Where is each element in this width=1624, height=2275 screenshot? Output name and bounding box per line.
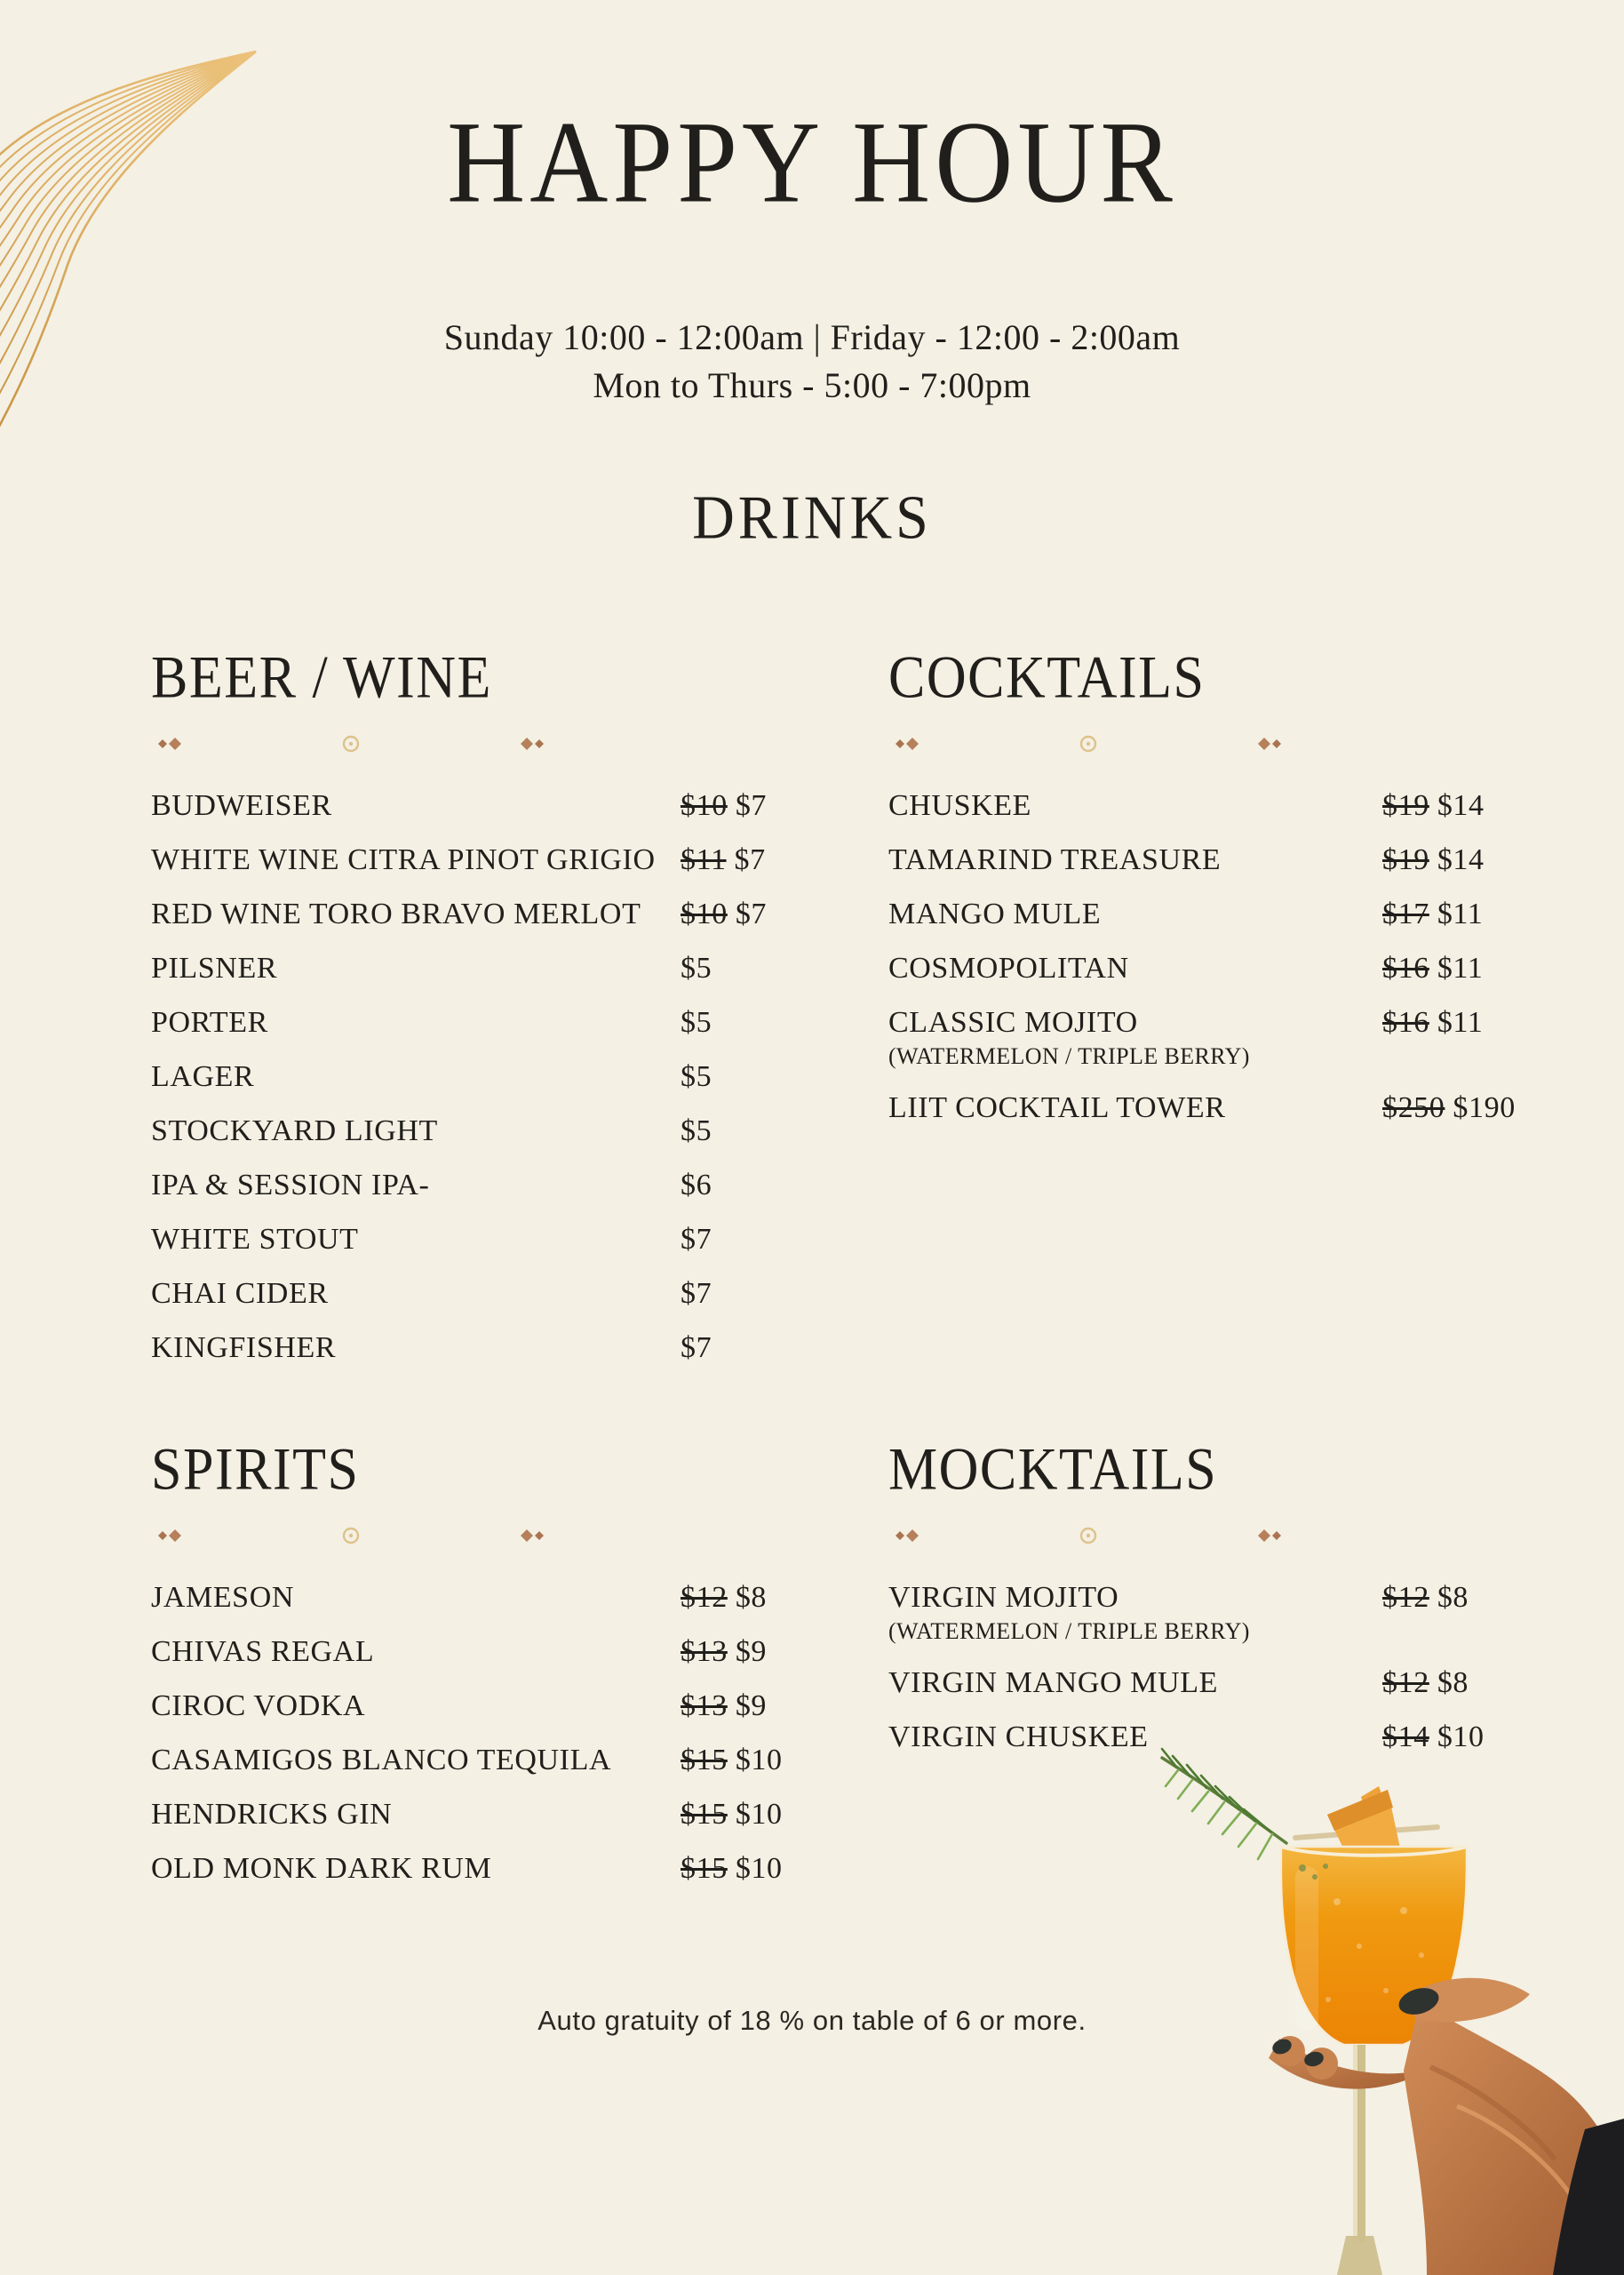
- item-old-price: $14: [1382, 1720, 1429, 1753]
- section-title: SPIRITS: [151, 1435, 360, 1503]
- item-old-price: $19: [1382, 788, 1429, 822]
- menu-item-row: [151, 1690, 791, 1722]
- item-price-cell: [681, 844, 791, 876]
- item-price: $10: [735, 1797, 783, 1831]
- menu-section: [151, 643, 791, 1386]
- item-price: $7: [735, 897, 768, 930]
- menu-item-row: [151, 1278, 791, 1310]
- item-price-cell: [681, 1169, 791, 1201]
- item-price: $7: [681, 1330, 712, 1364]
- item-price: $9: [735, 1634, 768, 1668]
- schedule-line-2: Mon to Thurs - 5:00 - 7:00pm: [593, 364, 1031, 405]
- item-old-price: $15: [681, 1851, 728, 1885]
- section-items: [888, 790, 1546, 1124]
- item-price-cell: [681, 1278, 791, 1310]
- menu-item-row: [151, 953, 791, 985]
- item-name: KINGFISHER: [151, 1330, 337, 1364]
- item-price-cell: [681, 1061, 791, 1093]
- item-name: VIRGIN MANGO MULE: [888, 1665, 1218, 1699]
- menu-item-row: [888, 1667, 1546, 1699]
- schedule-line-1: Sunday 10:00 - 12:00am | Friday - 12:00 - 2:00am: [443, 316, 1181, 357]
- menu-section: [151, 1435, 791, 1907]
- section-divider-ornament: [888, 1525, 1288, 1546]
- section-divider-ornament: [151, 733, 551, 754]
- item-name: PORTER: [151, 1005, 268, 1039]
- page-title: HAPPY HOUR: [447, 97, 1177, 228]
- menu-item-row: [888, 1007, 1546, 1070]
- menu-item-row: [151, 1799, 791, 1831]
- menu-item-row: [151, 844, 791, 876]
- item-old-price: $10: [681, 788, 728, 822]
- item-subtext: (WATERMELON / TRIPLE BERRY): [888, 1042, 1250, 1069]
- item-old-price: $13: [681, 1634, 728, 1668]
- item-price-cell: [1382, 790, 1546, 822]
- item-name: PILSNER: [151, 951, 278, 985]
- item-price: $10: [735, 1743, 783, 1776]
- item-old-price: $16: [1382, 1005, 1429, 1039]
- item-name: TAMARIND TREASURE: [888, 842, 1222, 876]
- item-old-price: $250: [1382, 1090, 1445, 1124]
- item-name: VIRGIN MOJITO: [888, 1580, 1119, 1614]
- menu-item-row: [151, 1061, 791, 1093]
- item-price-cell: [681, 1007, 791, 1039]
- item-subtext: (WATERMELON / TRIPLE BERRY): [888, 1617, 1250, 1644]
- section-title: COCKTAILS: [888, 643, 1206, 711]
- item-price-cell: [681, 898, 791, 930]
- menu-section: [888, 1435, 1546, 1907]
- item-price: $7: [681, 1222, 712, 1256]
- menu-item-row: [151, 1744, 791, 1776]
- glass-stem: [1353, 2045, 1365, 2242]
- item-price: $5: [681, 1114, 712, 1147]
- item-price: $7: [681, 1276, 712, 1310]
- item-price: $14: [1437, 842, 1485, 876]
- menu-item-row: [888, 953, 1546, 985]
- item-price: $14: [1437, 788, 1485, 822]
- item-price-cell: [681, 1582, 791, 1614]
- item-price-cell: [1382, 898, 1546, 930]
- item-name: MANGO MULE: [888, 897, 1102, 930]
- menu-item-row: [151, 1853, 791, 1885]
- menu-item-row: [151, 1224, 791, 1256]
- item-price: $8: [1437, 1665, 1469, 1699]
- item-old-price: $12: [1382, 1665, 1429, 1699]
- item-price-cell: [681, 790, 791, 822]
- menu-item-row: [151, 790, 791, 822]
- item-name: LIIT COCKTAIL TOWER: [888, 1090, 1226, 1124]
- item-price: $7: [734, 842, 766, 876]
- item-price-cell: [681, 1224, 791, 1256]
- item-name: STOCKYARD LIGHT: [151, 1114, 438, 1147]
- item-name: CASAMIGOS BLANCO TEQUILA: [151, 1743, 612, 1776]
- menu-item-row: [151, 1169, 791, 1201]
- item-price-cell: [681, 1690, 791, 1722]
- item-name: JAMESON: [151, 1580, 295, 1614]
- item-price: $5: [681, 951, 712, 985]
- item-price: $11: [1437, 1005, 1484, 1039]
- item-old-price: $17: [1382, 897, 1429, 930]
- menu-item-row: [151, 1636, 791, 1668]
- menu-item-row: [888, 844, 1546, 876]
- item-price: $8: [735, 1580, 768, 1614]
- item-name: WHITE WINE CITRA PINOT GRIGIO: [151, 842, 656, 876]
- section-divider-ornament: [888, 733, 1288, 754]
- drinks-heading: DRINKS: [692, 483, 932, 552]
- item-price: $11: [1437, 897, 1484, 930]
- item-price-cell: [1382, 1007, 1546, 1039]
- item-price-cell: [1382, 1092, 1546, 1124]
- menu-sections: [0, 643, 1624, 1907]
- menu-item-row: [888, 1092, 1546, 1124]
- happy-hour-schedule: [0, 314, 1624, 410]
- item-name: CHAI CIDER: [151, 1276, 329, 1310]
- section-items: [151, 1582, 791, 1885]
- menu-section: [888, 643, 1546, 1386]
- item-price: $5: [681, 1059, 712, 1093]
- menu-header: [0, 0, 1624, 410]
- menu-item-row: [151, 898, 791, 930]
- item-name: COSMOPOLITAN: [888, 951, 1129, 985]
- section-divider-ornament: [151, 1525, 551, 1546]
- section-title: MOCKTAILS: [888, 1435, 1218, 1503]
- item-price: $190: [1453, 1090, 1516, 1124]
- menu-item-row: [888, 898, 1546, 930]
- menu-item-row: [888, 1721, 1546, 1753]
- item-old-price: $13: [681, 1688, 728, 1722]
- menu-item-row: [151, 1007, 791, 1039]
- item-price-cell: [681, 1115, 791, 1147]
- item-name: WHITE STOUT: [151, 1222, 359, 1256]
- item-old-price: $10: [681, 897, 728, 930]
- menu-item-row: [151, 1582, 791, 1614]
- item-price-cell: [1382, 1667, 1546, 1699]
- item-name: HENDRICKS GIN: [151, 1797, 393, 1831]
- item-price-cell: [681, 1853, 791, 1885]
- item-price-cell: [1382, 1582, 1546, 1614]
- menu-item-row: [151, 1115, 791, 1147]
- item-name: OLD MONK DARK RUM: [151, 1851, 492, 1885]
- menu-item-row: [151, 1332, 791, 1364]
- item-name: CHUSKEE: [888, 788, 1031, 822]
- item-old-price: $12: [1382, 1580, 1429, 1614]
- section-items: [888, 1582, 1546, 1753]
- item-price-cell: [681, 1799, 791, 1831]
- item-price-cell: [681, 1744, 791, 1776]
- item-price: $9: [735, 1688, 768, 1722]
- item-price-cell: [1382, 953, 1546, 985]
- gratuity-note: Auto gratuity of 18 % on table of 6 or more.: [537, 2005, 1087, 2036]
- item-price: $11: [1437, 951, 1484, 985]
- item-name: BUDWEISER: [151, 788, 332, 822]
- item-price: $10: [1437, 1720, 1485, 1753]
- section-title: BEER / WINE: [151, 643, 492, 711]
- item-name: CIROC VODKA: [151, 1688, 366, 1722]
- item-name: RED WINE TORO BRAVO MERLOT: [151, 897, 641, 930]
- item-price: $5: [681, 1005, 712, 1039]
- item-name: LAGER: [151, 1059, 255, 1093]
- menu-item-row: [888, 1582, 1546, 1645]
- item-price-cell: [681, 1636, 791, 1668]
- item-name: CHIVAS REGAL: [151, 1634, 375, 1668]
- item-old-price: $15: [681, 1797, 728, 1831]
- item-old-price: $19: [1382, 842, 1429, 876]
- item-old-price: $15: [681, 1743, 728, 1776]
- item-price: $7: [735, 788, 768, 822]
- item-price-cell: [1382, 844, 1546, 876]
- item-name: IPA & SESSION IPA-: [151, 1168, 430, 1201]
- menu-item-row: [888, 790, 1546, 822]
- item-price: $10: [735, 1851, 783, 1885]
- item-old-price: $16: [1382, 951, 1429, 985]
- item-price: $8: [1437, 1580, 1469, 1614]
- item-price-cell: [1382, 1721, 1546, 1753]
- item-price-cell: [681, 953, 791, 985]
- item-old-price: $12: [681, 1580, 728, 1614]
- glass-foot: [1337, 2236, 1382, 2275]
- section-items: [151, 790, 791, 1364]
- item-price-cell: [681, 1332, 791, 1364]
- sleeve: [1553, 2119, 1624, 2275]
- item-price: $6: [681, 1168, 712, 1201]
- item-name: CLASSIC MOJITO: [888, 1005, 1138, 1039]
- item-old-price: $11: [681, 842, 727, 876]
- item-name: VIRGIN CHUSKEE: [888, 1720, 1149, 1753]
